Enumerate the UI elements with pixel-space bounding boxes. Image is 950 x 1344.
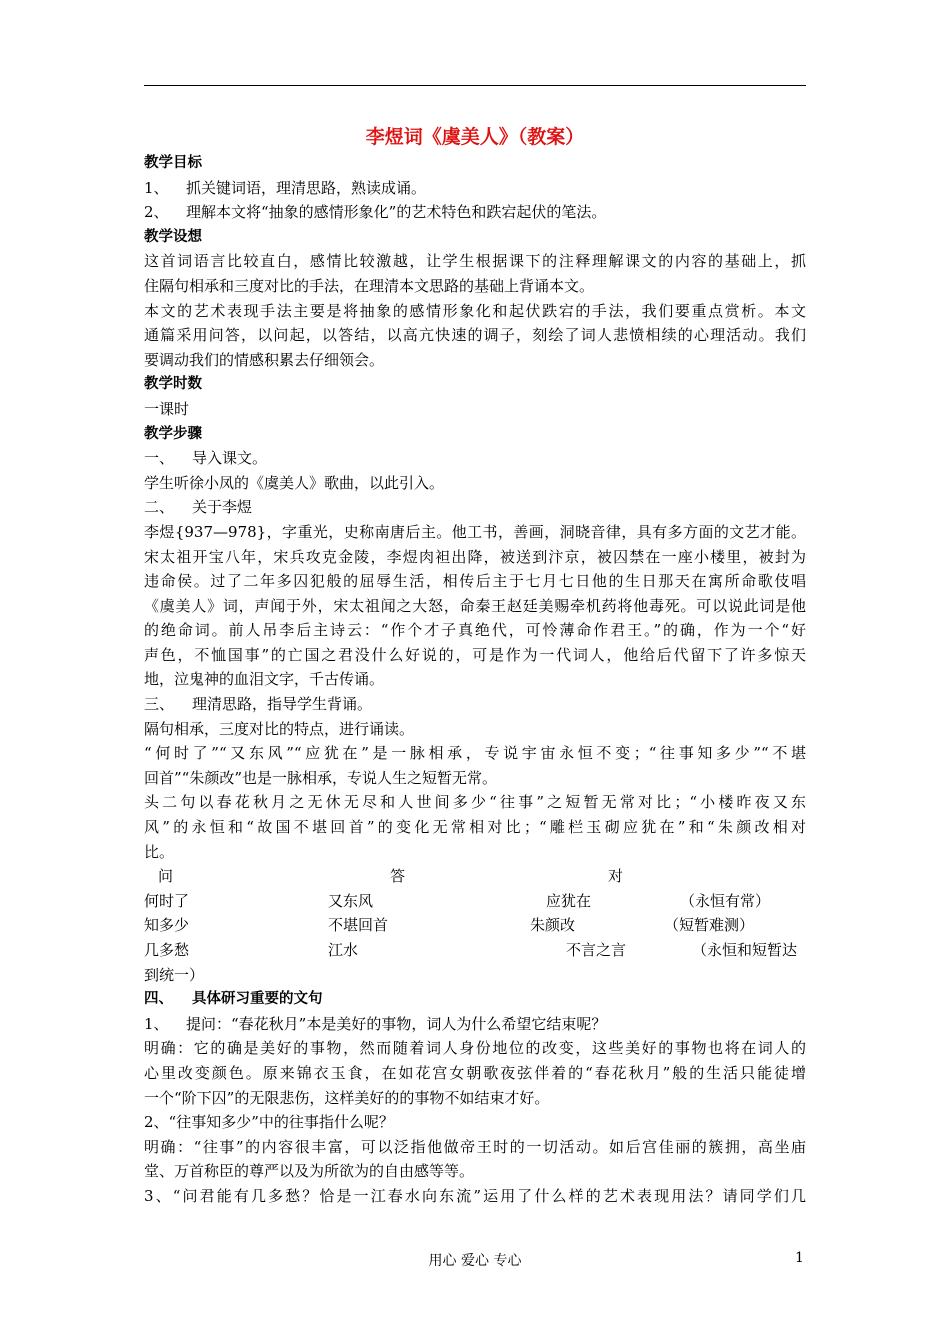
table-header-row <box>144 864 806 889</box>
paragraph-line: 宋太祖开宝八年，宋兵攻克金陵，李煜肉袒出降，被送到汴京，被囚禁在一座小楼里，被封为 <box>144 547 806 566</box>
document-body <box>144 124 806 1209</box>
paragraph-line: 风”的永恒和“故国不堪回首”的变化无常相对比；“雕栏玉砌应犹在”和“朱颜改相对 <box>144 818 806 837</box>
goal-text: 抓关键词语，理清思路，熟读成诵。 <box>186 178 427 197</box>
goal-item <box>144 200 806 225</box>
step-number: 四、 <box>144 991 173 1008</box>
table-cell: （永恒有常） <box>680 891 771 910</box>
table-cell: （短暂难测） <box>664 916 755 935</box>
paragraph-line: 《虞美人》词，声闻于外，宋太祖闻之大怒，命秦王赵廷美赐牵机药将他毒死。可以说此词是他 <box>144 596 806 615</box>
table-cell: 几多愁 <box>144 941 190 959</box>
hours-heading: 教学时数 <box>144 376 202 393</box>
question-item <box>144 1012 806 1037</box>
goal-text: 理解本文将“抽象的感情形象化”的艺术特色和跌宕起伏的笔法。 <box>186 203 607 222</box>
table-header: 问 <box>158 867 174 886</box>
step-number: 二、 <box>144 498 175 517</box>
paragraph-line: 一个“阶下囚”的无限悲伤，这样美好的的事物不如结束才好。 <box>144 1088 550 1107</box>
steps-heading: 教学步骤 <box>144 425 202 442</box>
goal-number: 1、 <box>144 178 169 197</box>
paragraph-line: 明确：“往事”的内容很丰富，可以泛指他做帝王时的一切活动。如后宫佳丽的簇拥，高坐庙 <box>144 1137 806 1156</box>
table-cell: 不言之言 <box>566 941 627 959</box>
paragraph-line: 学生听徐小凤的《虞美人》歌曲，以此引入。 <box>144 473 445 492</box>
table-cell: 又东风 <box>328 891 374 910</box>
step-title: 具体研习重要的文句 <box>192 991 323 1008</box>
paragraph-line: 隔句相承，三度对比的特点，进行诵读。 <box>144 719 415 738</box>
step-title: 理清思路，指导学生背诵。 <box>192 695 373 714</box>
table-header: 答 <box>390 867 406 886</box>
table-cell: 应犹在 <box>546 891 592 910</box>
paragraph-line: 地，泣鬼神的血泪文字，千古传诵。 <box>144 670 385 689</box>
question-item: 2、“往事知多少”中的往事指什么呢？ <box>144 1113 394 1132</box>
table-row <box>144 889 806 914</box>
paragraph-line: 明确：它的确是美好的事物，然而随着词人身份地位的改变，这些美好的事物也将在词人的 <box>144 1039 806 1058</box>
study-heading <box>144 987 806 1012</box>
paragraph-line: 李煜{937—978}，字重光，史称南唐后主。他工书，善画，洞晓音律，具有多方面的文艺才能。 <box>144 522 806 541</box>
step-heading <box>144 495 806 520</box>
step-heading <box>144 446 806 471</box>
question-text: 提问：“春花秋月”本是美好的事物，词人为什么希望它结束呢？ <box>186 1014 607 1033</box>
paragraph-line: 比。 <box>144 842 175 861</box>
paragraph-line: 通篇采用问答，以问起，以答结，以高亢快速的调子，刻绘了词人悲愤相续的心理活动。我们 <box>144 326 806 345</box>
table-cell: 何时了 <box>144 891 190 910</box>
paragraph-line: “何时了”“又东风”“应犹在”是一脉相承，专说宇宙永恒不变；“往事知多少”“不堪 <box>144 744 806 763</box>
step-title: 导入课文。 <box>192 449 268 468</box>
paragraph-line: 回首”“朱颜改”也是一脉相承，专说人生之短暂无常。 <box>144 768 498 787</box>
document-title: 李煜词《虞美人》（教案） <box>365 126 585 148</box>
goal-number: 2、 <box>144 203 169 222</box>
step-number: 一、 <box>144 449 175 468</box>
goal-item <box>144 176 806 201</box>
table-wrap-line: 到统一） <box>144 965 205 984</box>
table-row <box>144 938 806 963</box>
paragraph-line: 心里改变颜色。原来锦衣玉食，在如花宫女朝歌夜弦伴着的“春花秋月”般的生活只能徒增 <box>144 1063 806 1082</box>
page-number: 1 <box>795 1250 804 1266</box>
table-cell: 江水 <box>328 941 359 959</box>
paragraph-line: 要调动我们的情感积累去仔细领会。 <box>144 350 385 369</box>
table-cell: 朱颜改 <box>530 916 576 935</box>
step-number: 三、 <box>144 695 175 714</box>
paragraph-line: 这首词语言比较直白，感情比较激越，让学生根据课下的注释理解课文的内容的基础上，抓 <box>144 252 806 271</box>
table-row <box>144 913 806 938</box>
question-number: 1、 <box>144 1014 169 1033</box>
paragraph-line: 声色，不恤国事”的亡国之君没什么好说的，可是作为一代词人，他给后代留下了许多惊天 <box>144 645 806 664</box>
paragraph-line: 堂、万首称臣的尊严以及为所欲为的自由感等等。 <box>144 1162 475 1181</box>
hours-text: 一课时 <box>144 399 190 418</box>
question-item: 3、“问君能有几多愁？恰是一江春水向东流”运用了什么样的艺术表现用法？请同学们几 <box>144 1186 806 1205</box>
goals-heading: 教学目标 <box>144 155 202 171</box>
table-cell: （永恒和短暂达 <box>692 941 798 959</box>
paragraph-line: 违命侯。过了二年多囚犯般的屈辱生活，相传后主于七月七日他的生日那天在寓所命歌伎唱 <box>144 572 806 591</box>
header-rule <box>144 85 806 86</box>
paragraph-line: 的绝命词。前人吊李后主诗云：“作个才子真绝代，可怜薄命作君王。”的确，作为一个“好 <box>144 621 806 640</box>
page-footer <box>0 1250 950 1270</box>
step-title: 关于李煜 <box>192 498 253 517</box>
table-header: 对 <box>608 867 624 886</box>
table-cell: 知多少 <box>144 916 190 935</box>
table-cell: 不堪回首 <box>328 916 389 935</box>
paragraph-line: 头二句以春花秋月之无休无尽和人世间多少“往事”之短暂无常对比；“小楼昨夜又东 <box>144 793 806 812</box>
step-heading <box>144 692 806 717</box>
paragraph-line: 住隔句相承和三度对比的手法，在理清本文思路的基础上背诵本文。 <box>144 276 595 295</box>
design-heading: 教学设想 <box>144 228 202 245</box>
paragraph-line: 本文的艺术表现手法主要是将抽象的感情形象化和起伏跌宕的手法，我们要重点赏析。本文 <box>144 301 806 320</box>
footer-slogan: 用心 爱心 专心 <box>428 1253 522 1269</box>
